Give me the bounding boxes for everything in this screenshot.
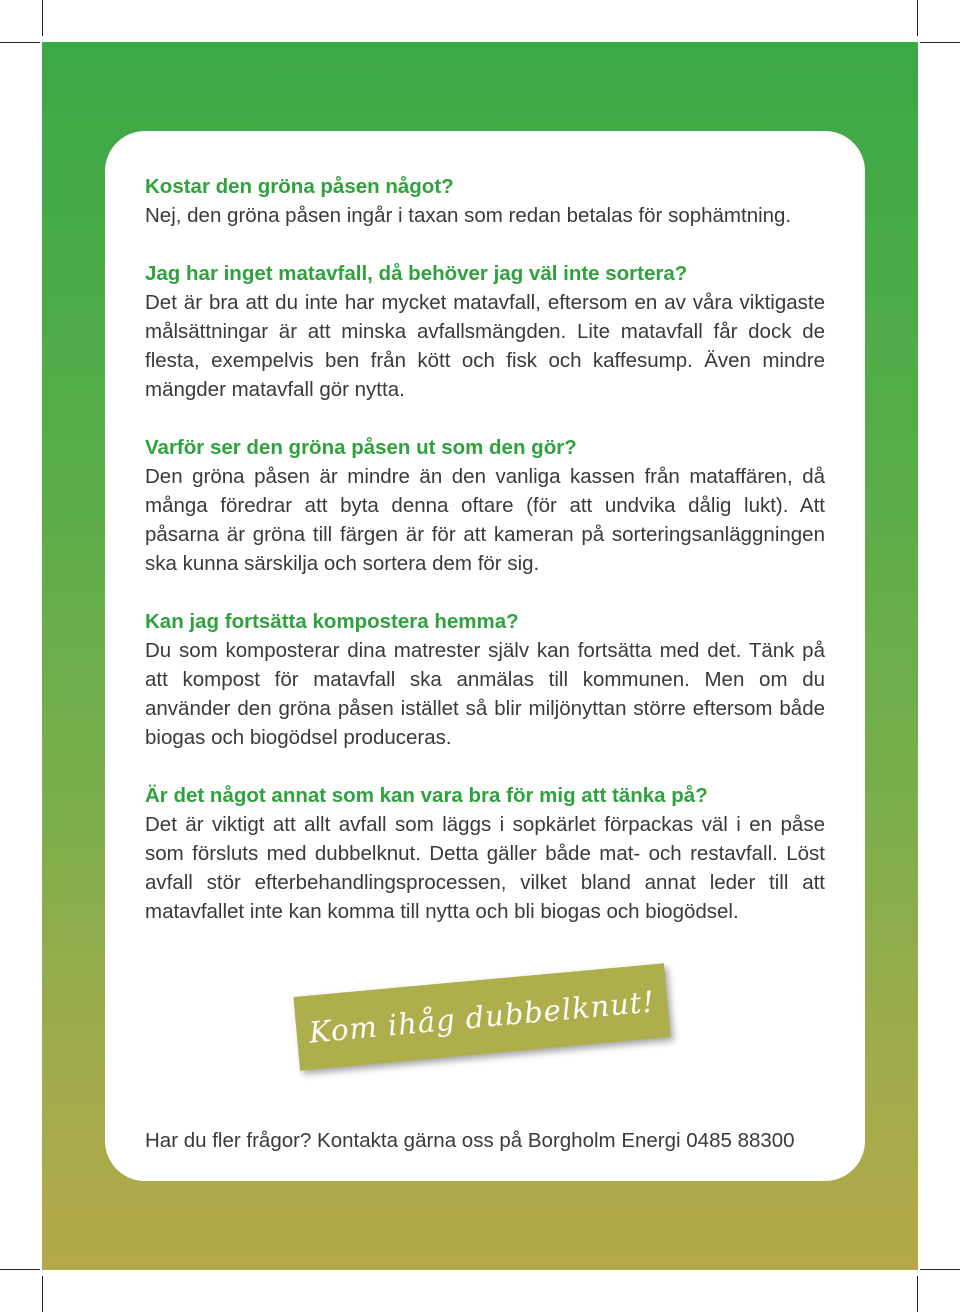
faq-item [145,259,825,404]
faq-question: Kan jag fortsätta kompostera hemma? [145,610,519,633]
crop-mark [917,0,918,36]
crop-mark [0,42,40,43]
faq-question: Jag har inget matavfall, då behöver jag väl inte sortera? [145,262,688,285]
faq-answer: Nej, den gröna påsen ingår i taxan som redan betalas för sophämtning. [145,204,792,227]
faq-question: Kostar den gröna påsen något? [145,175,454,198]
crop-mark [920,42,960,43]
faq-item [145,172,825,230]
crop-mark [42,0,43,36]
faq-question: Varför ser den gröna påsen ut som den gör? [145,436,577,459]
faq-item [145,607,825,752]
crop-mark [0,1269,40,1270]
faq-answer: Det är bra att du inte har mycket matavfall, eftersom en av våra viktigaste målsättningar är att minska avfallsmängden. Lite matavfall får dock de flesta, exempelvis ben från kött och fisk och kaffesump. Även mindre mängder matavfall gör nytta. [145,291,825,401]
faq-list [145,172,825,955]
crop-mark [42,1276,43,1312]
contact-footer: Har du fler frågor? Kontakta gärna oss på Borgholm Energi 0485 88300 [145,1129,795,1152]
reminder-text: Kom ihåg dubbelknut! [307,984,657,1050]
faq-item [145,781,825,926]
crop-mark [920,1269,960,1270]
faq-answer: Du som komposterar dina matrester själv kan fortsätta med det. Tänk på att kompost för matavfall ska anmälas till kommunen. Men om du använder den gröna påsen istället så blir miljönyttan större eftersom både biogas och biogödsel produceras. [145,639,825,749]
crop-mark [917,1276,918,1312]
faq-answer: Det är viktigt att allt avfall som läggs i sopkärlet förpackas väl i en påse som försluts med dubbelknut. Detta gäller både mat- och restavfall. Löst avfall stör efterbehandlingsprocessen, vilket bland annat leder till att matavfallet inte kan komma till nytta och bli biogas och biogödsel. [145,813,825,923]
faq-answer: Den gröna påsen är mindre än den vanliga kassen från mataffären, då många föredrar att byta denna oftare (för att undvika dålig lukt). Att påsarna är gröna till färgen är för att kameran på sorteringsanläggningen ska kunna särskilja och sortera dem för sig. [145,465,825,575]
faq-item [145,433,825,578]
faq-question: Är det något annat som kan vara bra för mig att tänka på? [145,784,708,807]
